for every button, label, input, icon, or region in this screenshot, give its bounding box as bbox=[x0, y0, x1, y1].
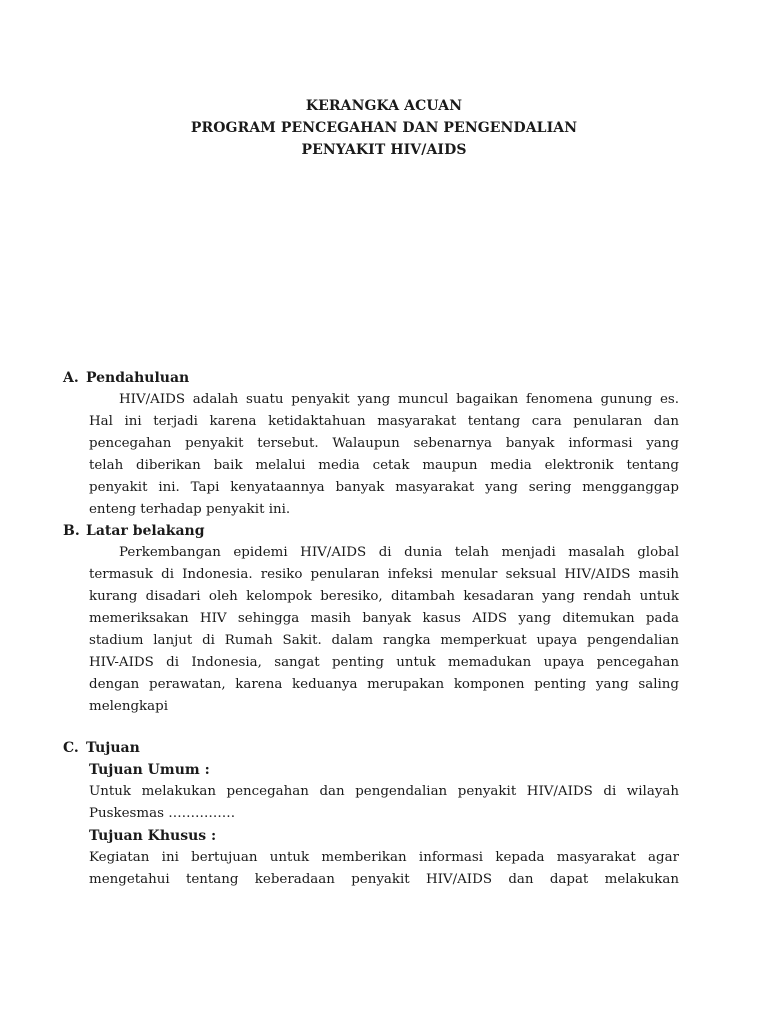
section-letter: C. bbox=[63, 740, 79, 756]
paragraph-line: kurang disadari oleh kelompok beresiko, ditambah kesadaran yang rendah untuk bbox=[89, 589, 679, 604]
title-line-2: PROGRAM PENCEGAHAN DAN PENGENDALIAN bbox=[190, 120, 578, 136]
paragraph bbox=[89, 542, 679, 718]
section-tujuan bbox=[63, 737, 679, 891]
section-title: Pendahuluan bbox=[86, 370, 190, 386]
section-heading bbox=[63, 520, 679, 542]
section-title: Latar belakang bbox=[86, 523, 205, 539]
paragraph-line: Puskesmas …………… bbox=[89, 806, 236, 821]
paragraph-line: stadium lanjut di Rumah Sakit. dalam rangka memperkuat upaya pengendalian bbox=[89, 633, 679, 648]
section-heading bbox=[63, 367, 679, 389]
paragraph-line: penyakit ini. Tapi kenyataannya banyak masyarakat yang sering mengganggap bbox=[89, 480, 679, 495]
paragraph-line: memeriksakan HIV sehingga masih banyak kasus AIDS yang ditemukan pada bbox=[89, 611, 679, 626]
paragraph-line: HIV/AIDS adalah suatu penyakit yang muncul bagaikan fenomena gunung es. bbox=[119, 392, 679, 407]
paragraph-line: Untuk melakukan pencegahan dan pengendalian penyakit HIV/AIDS di wilayah bbox=[89, 784, 679, 799]
section-pendahuluan bbox=[63, 367, 679, 521]
subheading-tujuan-umum: Tujuan Umum : bbox=[89, 762, 210, 778]
paragraph-line: melengkapi bbox=[89, 699, 168, 714]
paragraph-line: dengan perawatan, karena keduanya merupakan komponen penting yang saling bbox=[89, 677, 679, 692]
paragraph-line: telah diberikan baik melalui media cetak maupun media elektronik tentang bbox=[89, 458, 679, 473]
section-latar-belakang bbox=[63, 520, 679, 718]
paragraph-line: Hal ini terjadi karena ketidaktahuan masyarakat tentang cara penularan dan bbox=[89, 414, 679, 429]
document-title bbox=[0, 95, 768, 161]
section-title: Tujuan bbox=[86, 740, 140, 756]
section-heading bbox=[63, 737, 679, 759]
paragraph-tujuan-umum bbox=[89, 781, 679, 825]
paragraph bbox=[89, 389, 679, 521]
paragraph-line: termasuk di Indonesia. resiko penularan infeksi menular seksual HIV/AIDS masih bbox=[89, 567, 679, 582]
paragraph-line: Perkembangan epidemi HIV/AIDS di dunia telah menjadi masalah global bbox=[119, 545, 679, 560]
paragraph-line: mengetahui tentang keberadaan penyakit HIV/AIDS dan dapat melakukan bbox=[89, 872, 679, 887]
title-line-3: PENYAKIT HIV/AIDS bbox=[301, 142, 467, 158]
paragraph-line: enteng terhadap penyakit ini. bbox=[89, 502, 291, 517]
title-line-1: KERANGKA ACUAN bbox=[305, 98, 463, 114]
section-letter: B. bbox=[63, 523, 80, 539]
subheading-tujuan-khusus: Tujuan Khusus : bbox=[89, 828, 217, 844]
paragraph-tujuan-khusus bbox=[89, 847, 679, 891]
paragraph-line: HIV-AIDS di Indonesia, sangat penting untuk memadukan upaya pencegahan bbox=[89, 655, 679, 670]
paragraph-line: pencegahan penyakit tersebut. Walaupun sebenarnya banyak informasi yang bbox=[89, 436, 679, 451]
section-letter: A. bbox=[63, 370, 79, 386]
paragraph-line: Kegiatan ini bertujuan untuk memberikan informasi kepada masyarakat agar bbox=[89, 850, 679, 865]
